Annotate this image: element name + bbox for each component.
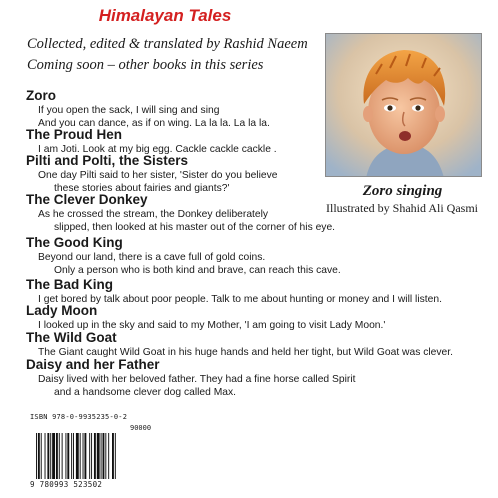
book-excerpt-line: As he crossed the stream, the Donkey deliberately (38, 209, 269, 220)
book-title: Pilti and Polti, the Sisters (26, 153, 189, 168)
book-title: The Clever Donkey (26, 192, 148, 207)
book-entry-pilti-polti (26, 153, 278, 195)
book-entry-good-king (26, 235, 341, 277)
book-excerpt-line: If you open the sack, I will sing and sing (38, 105, 220, 116)
book-entry-wild-goat (26, 330, 453, 359)
barcode-bars (36, 433, 154, 479)
barcode-bar (38, 433, 40, 479)
zoro-portrait-illustration (325, 33, 482, 177)
isbn-number: ISBN 978-0-9935235-0-2 (30, 413, 128, 421)
book-excerpt-line: One day Pilti said to her sister, 'Sister do you believe (38, 170, 278, 181)
barcode-bar (94, 433, 96, 479)
price-code: 90000 (130, 424, 152, 432)
book-excerpt-line: Beyond our land, there is a cave full of gold coins. (38, 252, 266, 263)
book-entry-zoro (26, 88, 270, 130)
ean-digits: 9 780993 523502 (30, 480, 103, 489)
book-excerpt-line: Daisy lived with her beloved father. They had a fine horse called Spirit (38, 374, 356, 385)
book-excerpt-line: The Giant caught Wild Goat in his huge hands and held her tight, but Wild Goat was clever. (38, 347, 453, 358)
barcode-bar (71, 433, 72, 479)
book-excerpt-line: and a handsome clever dog called Max. (54, 387, 237, 398)
barcode-bar (47, 433, 49, 479)
book-entry-proud-hen (26, 127, 277, 156)
book-entry-daisy-father (26, 357, 355, 399)
barcode-bar (112, 433, 114, 479)
barcode-bar (108, 433, 109, 479)
book-title: Daisy and her Father (26, 357, 160, 372)
book-excerpt-line: I am Joti. Look at my big egg. Cackle cackle cackle . (38, 144, 277, 155)
barcode-bar (62, 433, 63, 479)
book-title: The Good King (26, 235, 123, 250)
barcode-bar (83, 433, 84, 479)
barcode-bar (89, 433, 90, 479)
barcode-bar (105, 433, 106, 479)
barcode-bar (52, 433, 55, 479)
book-excerpt-line: these stories about fairies and giants?' (54, 183, 230, 194)
illustrator-credit: Illustrated by Shahid Ali Qasmi (326, 201, 478, 215)
book-excerpt-line: I looked up in the sky and said to my Mother, 'I am going to visit Lady Moon.' (38, 320, 386, 331)
book-excerpt-line: Only a person who is both kind and brave, can reach this cave. (54, 265, 341, 276)
isbn-barcode (30, 413, 155, 493)
book-entry-bad-king (26, 277, 442, 306)
barcode-bar (84, 433, 86, 479)
credit-line: Collected, edited & translated by Rashid Naeem (27, 36, 308, 52)
barcode-bar (59, 433, 60, 479)
barcode-bar (76, 433, 79, 479)
barcode-bar (56, 433, 58, 479)
barcode-bar (115, 433, 116, 479)
barcode-bar (101, 433, 102, 479)
book-title: Lady Moon (26, 303, 98, 318)
book-entry-lady-moon (26, 303, 385, 332)
barcode-bar (41, 433, 42, 479)
book-title: Zoro (26, 88, 56, 103)
barcode-bar (36, 433, 37, 479)
illustration-caption: Zoro singing (362, 183, 443, 199)
barcode-bar (80, 433, 81, 479)
barcode-bar (97, 433, 100, 479)
boy-face-drawing (326, 34, 482, 177)
book-title: The Proud Hen (26, 127, 123, 142)
barcode-bar (65, 433, 66, 479)
barcode-bar (103, 433, 105, 479)
book-entry-clever-donkey (26, 192, 335, 234)
barcode-bar (91, 433, 92, 479)
book-excerpt-line: And you can dance, as if on wing. La la la. La la la. (38, 118, 270, 129)
book-title: The Bad King (26, 277, 113, 292)
coming-soon-line: Coming soon – other books in this series (27, 57, 264, 73)
book-title: The Wild Goat (26, 330, 117, 345)
book-excerpt-line: I get bored by talk about poor people. Talk to me about hunting or money and I will listen. (38, 294, 442, 305)
series-title: Himalayan Tales (98, 6, 232, 25)
barcode-bar (45, 433, 46, 479)
barcode-bar (67, 433, 69, 479)
book-excerpt-line: slipped, then looked at his master out of the corner of his eye. (54, 222, 336, 233)
barcode-bar (73, 433, 74, 479)
barcode-bar (50, 433, 51, 479)
